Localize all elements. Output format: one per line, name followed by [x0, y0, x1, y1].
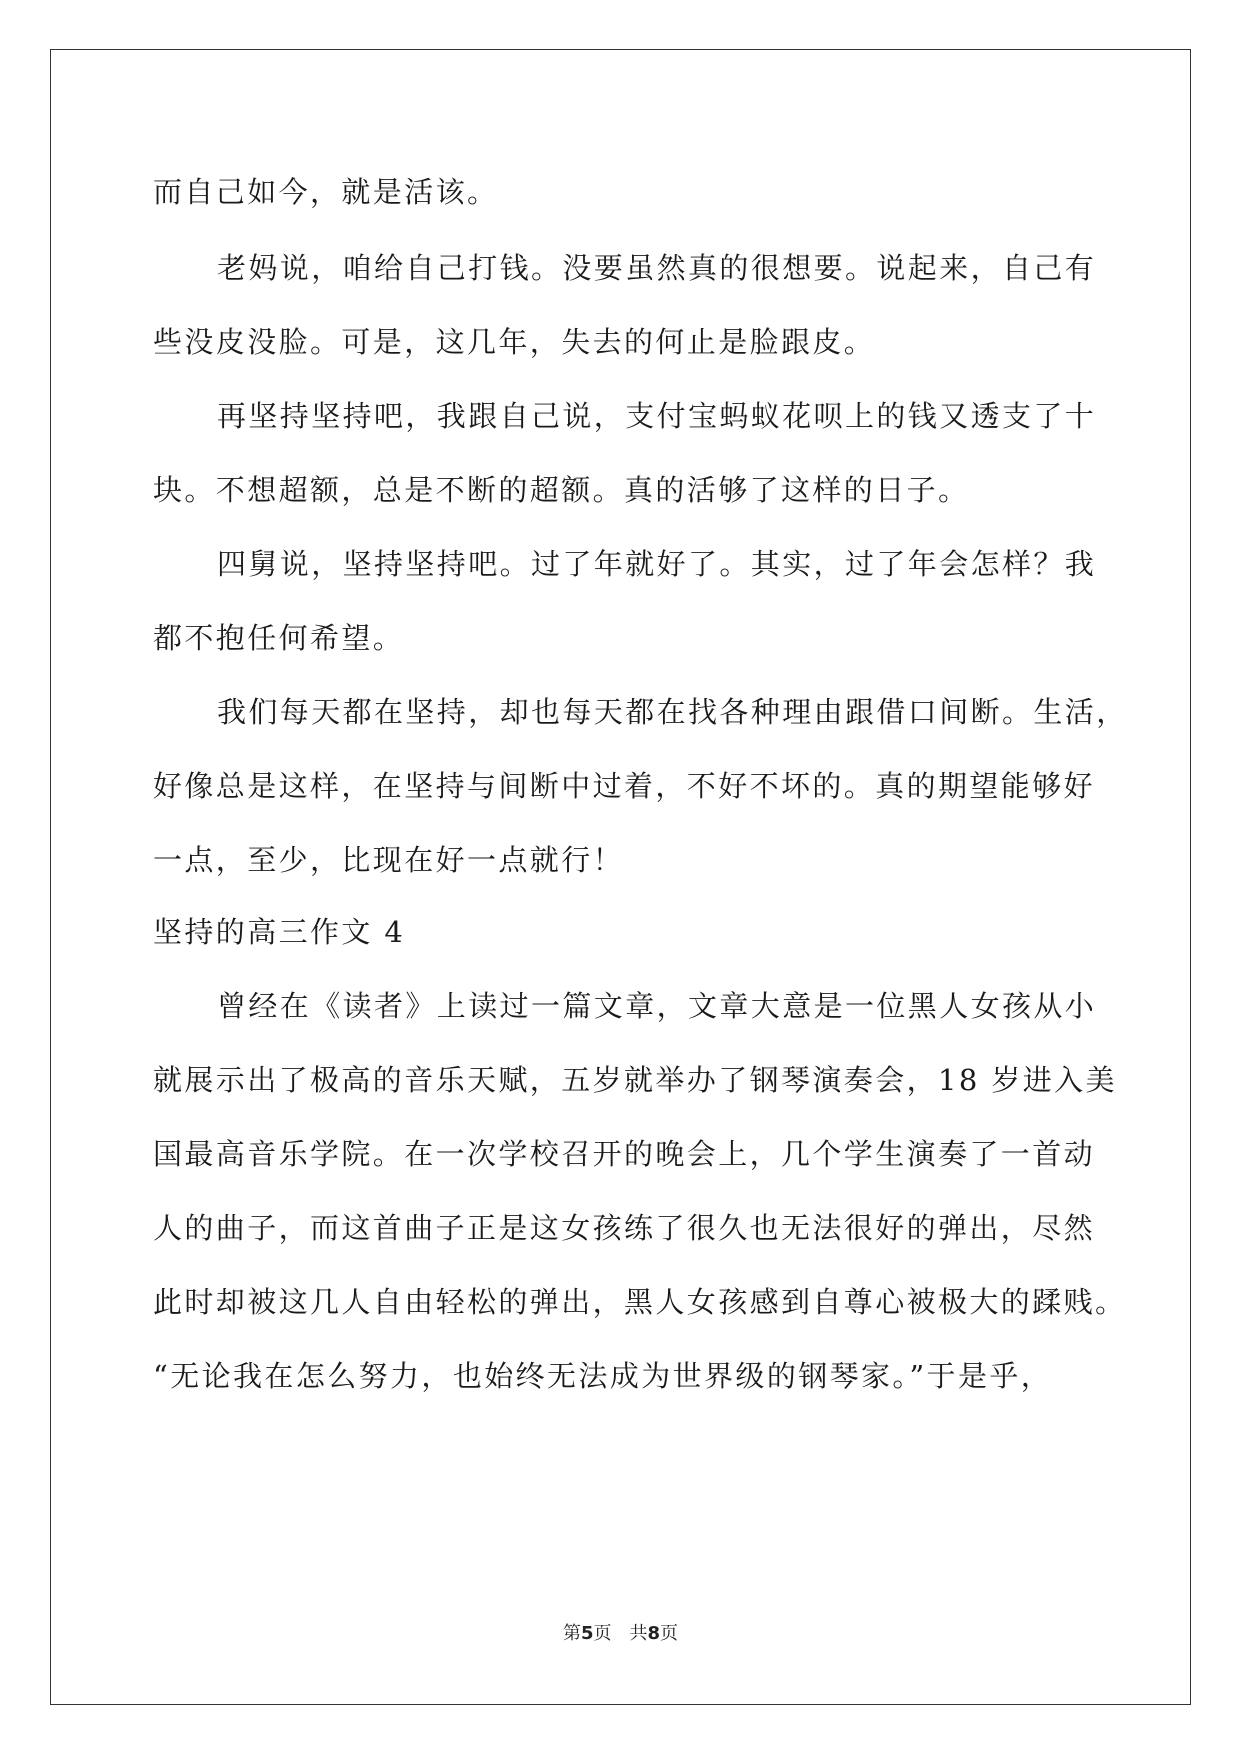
- current-page-number: 5: [580, 1623, 594, 1644]
- text-line: “无论我在怎么努力，也始终无法成为世界级的钢琴家。”于是乎，: [153, 1359, 1053, 1393]
- text-line: 人的曲子，而这首曲子正是这女孩练了很久也无法很好的弹出，尽然: [153, 1211, 1096, 1245]
- footer-total-suffix: 页: [660, 1623, 679, 1644]
- paragraph-start-line: 我们每天都在坚持，却也每天都在找各种理由跟借口间断。生活，: [217, 695, 1128, 729]
- paragraph-start-line: 曾经在《读者》上读过一篇文章，文章大意是一位黑人女孩从小: [217, 989, 1097, 1023]
- footer-prefix: 第: [562, 1623, 581, 1644]
- section-heading: 坚持的高三作文 4: [153, 915, 406, 949]
- text-line: 好像总是这样，在坚持与间断中过着，不好不坏的。真的期望能够好: [153, 769, 1096, 803]
- total-pages-number: 8: [647, 1623, 661, 1644]
- footer-total-prefix: 共: [629, 1623, 648, 1644]
- paragraph-start-line: 老妈说，咱给自己打钱。没要虽然真的很想要。说起来，自己有: [217, 251, 1097, 285]
- text-line: 此时却被这几人自由轻松的弹出，黑人女孩感到自尊心被极大的蹂贱。: [153, 1285, 1127, 1319]
- paragraph-start-line: 再坚持坚持吧，我跟自己说，支付宝蚂蚁花呗上的钱又透支了十: [217, 399, 1097, 433]
- text-line: 国最高音乐学院。在一次学校召开的晚会上，几个学生演奏了一首动: [153, 1137, 1096, 1171]
- text-line: 些没皮没脸。可是，这几年，失去的何止是脸跟皮。: [153, 325, 876, 359]
- text-line: 而自己如今，就是活该。: [153, 175, 499, 209]
- text-line: 都不抱任何希望。: [153, 621, 405, 655]
- text-line: 块。不想超额，总是不断的超额。真的活够了这样的日子。: [153, 473, 970, 507]
- paragraph-start-line: 四舅说，坚持坚持吧。过了年就好了。其实，过了年会怎样？我: [217, 547, 1097, 581]
- text-line: 就展示出了极高的音乐天赋，五岁就举办了钢琴演奏会，18 岁进入美: [153, 1063, 1117, 1097]
- page-footer: [0, 1622, 1241, 1646]
- text-line: 一点，至少，比现在好一点就行！: [153, 843, 625, 877]
- footer-page-suffix: 页: [593, 1623, 612, 1644]
